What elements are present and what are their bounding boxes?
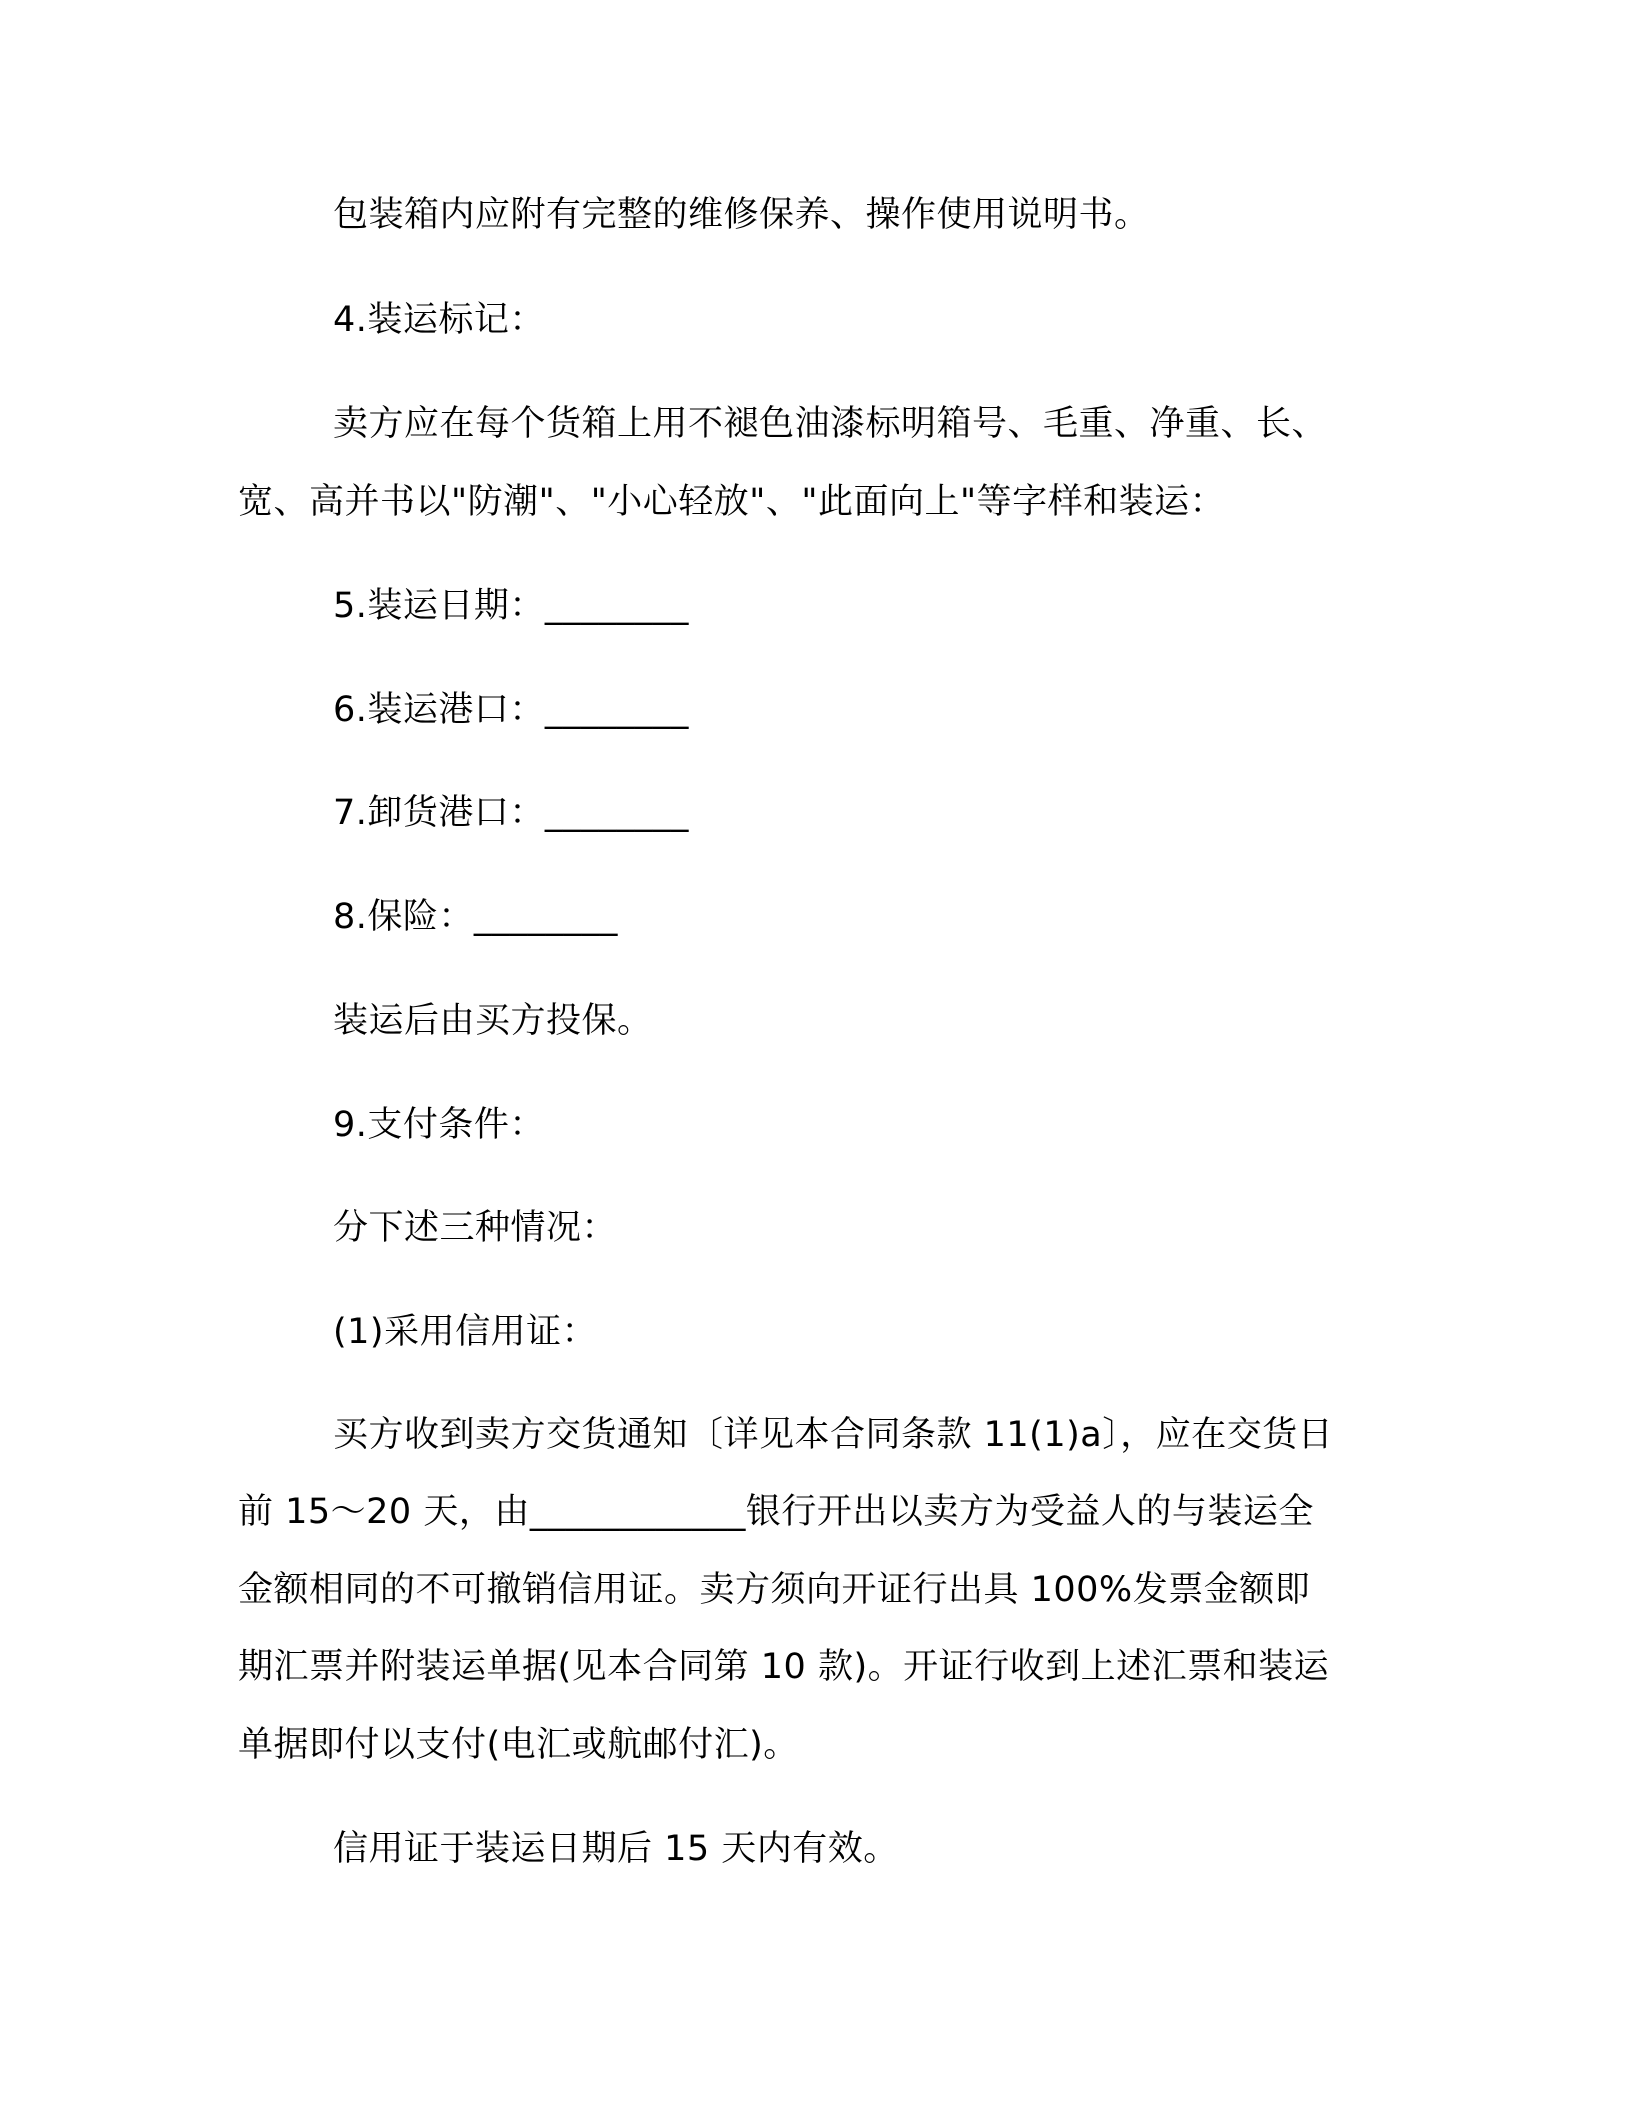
paragraph-lc-line-4: 期汇票并附装运单据(见本合同第 10 款)。开证行收到上述汇票和装运 — [238, 1647, 1330, 1687]
paragraph-three-cases: 分下述三种情况： — [333, 1208, 618, 1248]
field-loading-port: 6.装运港口：________ — [333, 690, 689, 730]
paragraph-marks-line-1: 卖方应在每个货箱上用不褪色油漆标明箱号、毛重、净重、长、 — [333, 404, 1328, 444]
field-shipping-date: 5.装运日期：________ — [333, 586, 689, 626]
heading-shipping-marks: 4.装运标记： — [333, 300, 545, 340]
paragraph-lc-line-5: 单据即付以支付(电汇或航邮付汇)。 — [238, 1725, 799, 1765]
paragraph-insurance-note: 装运后由买方投保。 — [333, 1001, 653, 1041]
paragraph-lc-line-1: 买方收到卖方交货通知〔详见本合同条款 11(1)a〕，应在交货日 — [333, 1415, 1334, 1455]
paragraph-lc-line-2: 前 15～20 天，由____________银行开出以卖方为受益人的与装运全 — [238, 1492, 1314, 1532]
field-discharge-port: 7.卸货港口：________ — [333, 793, 689, 833]
paragraph-manual: 包装箱内应附有完整的维修保养、操作使用说明书。 — [333, 195, 1150, 235]
paragraph-lc-validity: 信用证于装运日期后 15 天内有效。 — [333, 1829, 899, 1869]
heading-letter-of-credit: (1)采用信用证： — [333, 1312, 598, 1352]
heading-payment-terms: 9.支付条件： — [333, 1105, 545, 1145]
paragraph-marks-line-2: 宽、高并书以"防潮"、"小心轻放"、"此面向上"等字样和装运： — [238, 482, 1226, 522]
paragraph-lc-line-3: 金额相同的不可撤销信用证。卖方须向开证行出具 100%发票金额即 — [238, 1570, 1311, 1610]
field-insurance: 8.保险：________ — [333, 897, 618, 937]
